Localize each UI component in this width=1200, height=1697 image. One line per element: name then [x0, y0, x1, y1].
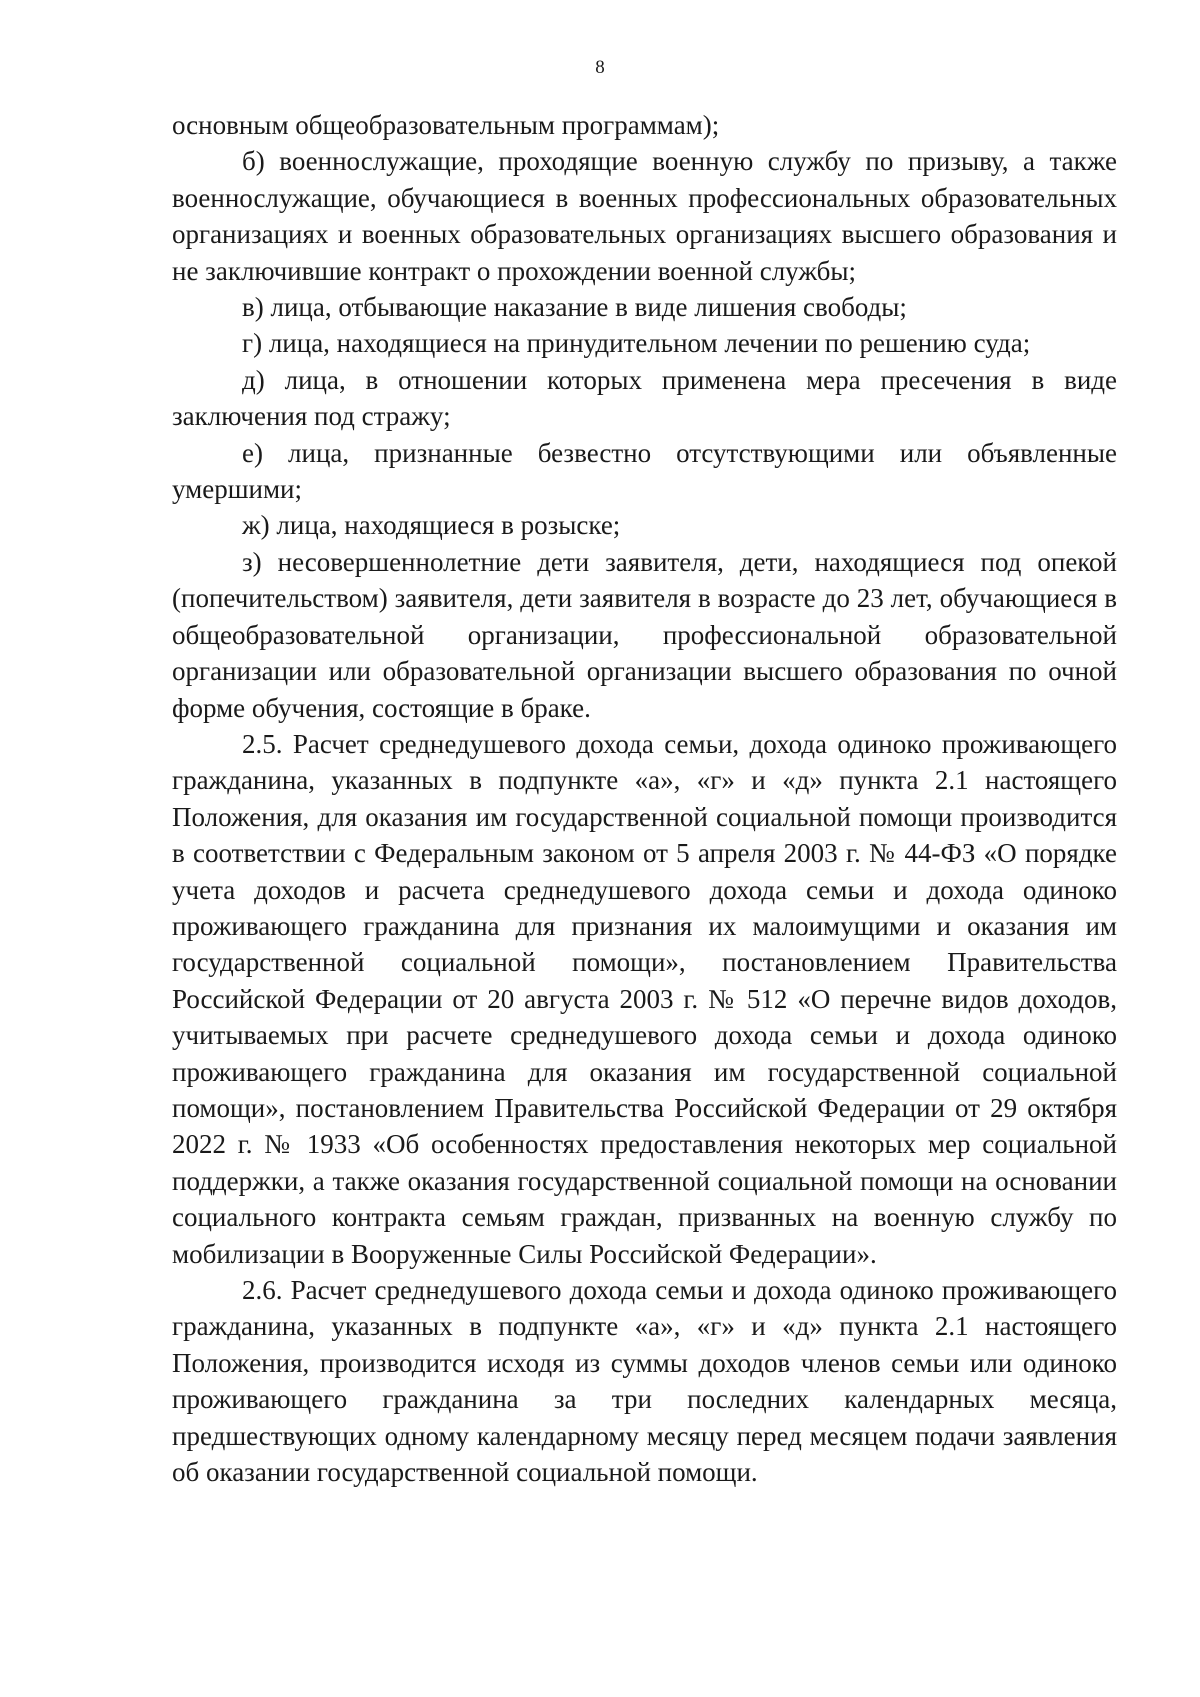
list-item-d: д) лица, в отношении которых применена мера пресечения в виде заключения под стражу;: [172, 364, 1117, 432]
page-number: 8: [595, 57, 605, 78]
document-body: [172, 107, 1117, 1490]
list-item-zh: ж) лица, находящиеся в розыске;: [242, 510, 621, 541]
list-item-v: в) лица, отбывающие наказание в виде лишения свободы;: [242, 292, 907, 323]
list-item-e: е) лица, признанные безвестно отсутствующими или объявленные умершими;: [172, 437, 1117, 505]
list-item-b: б) военнослужащие, проходящие военную службу по призыву, а также военнослужащие, обучающиеся в военных профессиональных образовательных организациях и военных образовательных организациях высшего образования и не заключившие контракт о прохождении военной службы;: [172, 146, 1117, 286]
list-item-g: г) лица, находящиеся на принудительном лечении по решению суда;: [242, 328, 1031, 359]
clause-2-6: 2.6. Расчет среднедушевого дохода семьи и дохода одиноко проживающего гражданина, указанных в подпункте «а», «г» и «д» пункта 2.1 настоящего Положения, производится исходя из суммы доходов членов семьи или одиноко проживающего гражданина за три последних календарных месяца, предшествующих одному календарному месяцу перед месяцем подачи заявления об оказании государственной социальной помощи.: [172, 1275, 1117, 1488]
paragraph-continuation: основным общеобразовательным программам);: [172, 110, 720, 140]
list-item-z: з) несовершеннолетние дети заявителя, дети, находящиеся под опекой (попечительством) заявителя, дети заявителя в возрасте до 23 лет, обучающиеся в общеобразовательной организации, профессиональной образовательной организации или образовательной организации высшего образования по очной форме обучения, состоящие в браке.: [172, 546, 1117, 723]
clause-2-5: 2.5. Расчет среднедушевого дохода семьи, дохода одиноко проживающего гражданина, указанных в подпункте «а», «г» и «д» пункта 2.1 настоящего Положения, для оказания им государственной социальной помощи производится в соответствии с Федеральным законом от 5 апреля 2003 г. № 44-ФЗ «О порядке учета доходов и расчета среднедушевого дохода семьи и дохода одиноко проживающего гражданина для признания их малоимущими и оказания им государственной социальной помощи», постановлением Правительства Российской Федерации от 20 августа 2003 г. № 512 «О перечне видов доходов, учитываемых при расчете среднедушевого дохода семьи и дохода одиноко проживающего гражданина для оказания им государственной социальной помощи», постановлением Правительства Российской Федерации от 29 октября 2022 г. № 1933 «Об особенностях предоставления некоторых мер социальной поддержки, а также оказания государственной социальной помощи на основании социального контракта семьям граждан, призванных на военную службу по мобилизации в Вооруженные Силы Российской Федерации».: [172, 728, 1117, 1269]
